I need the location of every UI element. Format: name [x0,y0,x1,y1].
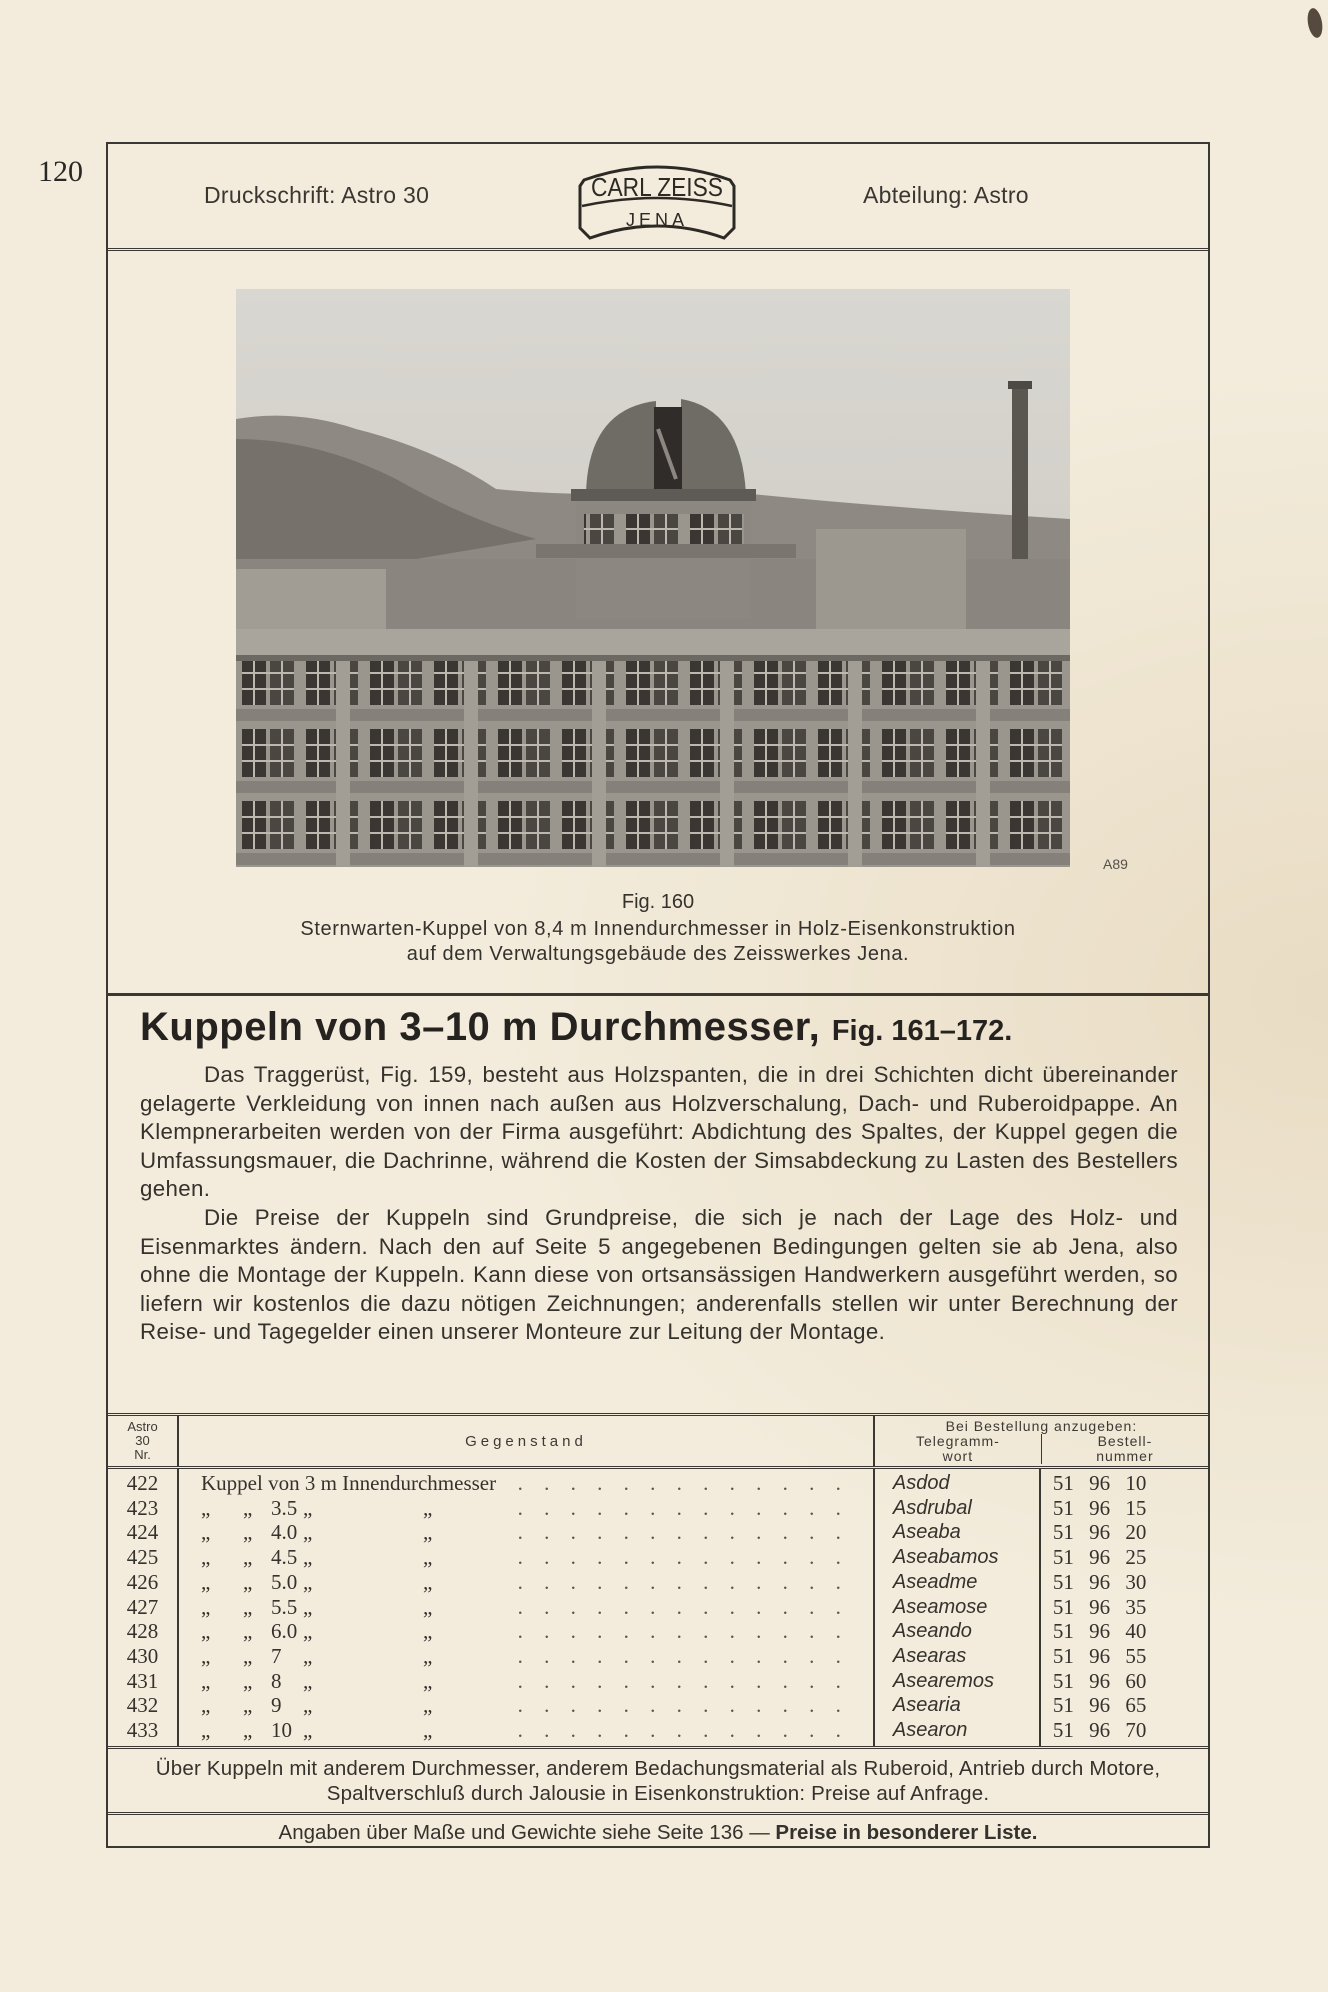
ditto-mark: „ [201,1545,211,1570]
table-row [108,1520,1208,1545]
cell-astro-nr: 423 [108,1496,178,1521]
cell-telegram-word: Aseabamos [874,1545,1040,1570]
diameter-value: 10 [271,1718,292,1743]
carl-zeiss-logo [574,156,740,240]
cell-astro-nr: 431 [108,1669,178,1694]
ditto-mark: „ [201,1520,211,1545]
header-gegenstand: Gegenstand [178,1415,874,1468]
ditto-mark: „ [423,1619,433,1644]
paragraph: Das Traggerüst, Fig. 159, besteht aus Holzspanten, die in drei Schichten dicht übereinander gelagerte Verkleidung von innen nach außen aus Holzverschalung, Dach- und Ruberoidpappe. An Klempnerarbeiten werden von der Firma ausgeführt: Abdichtung des Spaltes, der Kuppel gegen die Umfassungsmauer, die Dachrinne, während die Kosten der Simsabdeckung zu Lasten des Bestellers gehen. [140,1062,1178,1202]
custom-dome-note: Über Kuppeln mit anderem Durchmesser, anderem Bedachungsmaterial als Ruberoid, Antrieb durch Motore, Spaltverschluß durch Jalousie in Eisenkonstruktion: Preise auf Anfrage. [108,1746,1208,1812]
diameter-value: 4.5 [271,1545,298,1570]
diameter-value: 8 [271,1668,282,1693]
cell-order-number: 51 96 65 [1052,1693,1147,1718]
cell-astro-nr: 430 [108,1644,178,1669]
ditto-mark: „ [243,1569,253,1594]
header-text: Nr. [134,1447,151,1462]
ditto-mark: „ [201,1718,211,1743]
section-figure-reference: Fig. 161–172. [831,1015,1013,1047]
diameter-value: 5.0 [271,1569,298,1594]
logo-text-top: CARL ZEISS [591,172,723,202]
ditto-mark: „ [303,1668,313,1693]
ditto-mark: „ [243,1520,253,1545]
cell-telegram-word: Aseadme [874,1570,1040,1595]
section-title-text: Kuppeln von 3–10 m Durchmesser, [140,1005,821,1049]
ditto-mark: „ [243,1495,253,1520]
cell-telegram-word: Aseando [874,1619,1040,1644]
cell-astro-nr: 426 [108,1570,178,1595]
header-text: Astro [127,1419,158,1434]
ditto-mark: „ [201,1643,211,1668]
ditto-mark: „ [423,1594,433,1619]
ditto-mark: „ [243,1545,253,1570]
leader-dots: . . . . . . . . . . . . . [517,1495,849,1520]
cell-item-description [178,1619,874,1644]
ditto-mark: „ [303,1569,313,1594]
table-row [108,1718,1208,1746]
price-table-body [108,1468,1208,1746]
cell-order-number: 51 96 40 [1052,1619,1147,1644]
ditto-mark: „ [423,1668,433,1693]
cell-order-number: 51 96 20 [1052,1520,1147,1545]
leader-dots: . . . . . . . . . . . . . [517,1693,849,1718]
table-row [108,1644,1208,1669]
table-row [108,1595,1208,1620]
header-text: nummer [1096,1448,1154,1464]
figure-label: Fig. 160 [621,891,695,913]
leader-dots: . . . . . . . . . . . . . [517,1569,849,1594]
cell-item-description [178,1520,874,1545]
cell-astro-nr: 432 [108,1693,178,1718]
cell-order-number: 51 96 35 [1052,1594,1147,1619]
header-order-number [1042,1434,1208,1464]
cell-order-number: 51 96 10 [1052,1471,1147,1495]
table-row [108,1468,1208,1496]
price-table [108,1413,1208,1746]
ditto-mark: „ [303,1520,313,1545]
ditto-mark: „ [423,1643,433,1668]
ditto-mark: „ [423,1520,433,1545]
ditto-mark: „ [201,1668,211,1693]
item-text: Kuppel von 3 m Innendurchmesser [201,1471,497,1495]
cell-item-description [178,1468,874,1496]
ditto-mark: „ [243,1643,253,1668]
logo-text-bottom: JENA [625,210,689,230]
footer-note-emphasis: Preise in besonderer Liste. [775,1820,1038,1844]
ditto-mark: „ [201,1693,211,1718]
diameter-value: 5.5 [271,1594,298,1619]
catalog-page-frame [106,142,1210,1848]
ditto-mark: „ [201,1619,211,1644]
ditto-mark: „ [243,1594,253,1619]
department-label: Abteilung: Astro [863,182,1029,208]
leader-dots: . . . . . . . . . . . . . [517,1594,849,1619]
cell-order-number: 51 96 60 [1052,1668,1147,1693]
ditto-mark: „ [303,1693,313,1718]
leader-dots: . . . . . . . . . . . . . [517,1668,849,1693]
cell-astro-nr: 433 [108,1718,178,1746]
header-text: Telegramm- [915,1433,1000,1449]
cell-telegram-word: Asearas [874,1644,1040,1669]
ditto-mark: „ [243,1619,253,1644]
ditto-mark: „ [303,1545,313,1570]
table-row [108,1496,1208,1521]
ditto-mark: „ [423,1718,433,1743]
publication-label: Druckschrift: Astro 30 [204,182,430,208]
figure-caption-line: auf dem Verwaltungsgebäude des Zeisswerkes Jena. [406,943,910,965]
diameter-value: 6.0 [271,1619,298,1644]
ditto-mark: „ [201,1495,211,1520]
header-text: wort [942,1448,974,1464]
cell-order-number: 51 96 25 [1052,1545,1147,1570]
ditto-mark: „ [243,1668,253,1693]
ditto-mark: „ [303,1619,313,1644]
footer-note [108,1812,1208,1851]
section-title [140,997,1178,1061]
table-row [108,1545,1208,1570]
table-row [108,1570,1208,1595]
cell-order-number: 51 96 55 [1052,1643,1147,1668]
ink-stain [1306,7,1325,39]
ditto-mark: „ [303,1643,313,1668]
leader-dots: . . . . . . . . . . . . . [517,1643,849,1668]
table-row [108,1669,1208,1694]
table-header-row [108,1415,1208,1468]
cell-item-description [178,1669,874,1694]
ditto-mark: „ [243,1718,253,1743]
cell-telegram-word: Asearemos [874,1669,1040,1694]
cell-telegram-word: Asdrubal [874,1496,1040,1521]
cell-item-description [178,1693,874,1718]
leader-dots: . . . . . . . . . . . . . [517,1520,849,1545]
cell-order-number: 51 96 15 [1052,1495,1147,1520]
figure-section [108,251,1208,996]
ditto-mark: „ [423,1545,433,1570]
cell-order-number: 51 96 70 [1052,1718,1147,1743]
ditto-mark: „ [243,1693,253,1718]
header-order-info [874,1415,1208,1468]
cell-item-description [178,1718,874,1746]
cell-astro-nr: 422 [108,1468,178,1496]
cell-item-description [178,1496,874,1521]
leader-dots: . . . . . . . . . . . . . [517,1471,849,1495]
leader-dots: . . . . . . . . . . . . . [517,1545,849,1570]
cell-astro-nr: 424 [108,1520,178,1545]
observatory-photo [236,289,1070,867]
cell-telegram-word: Asearon [874,1718,1040,1746]
cell-astro-nr: 428 [108,1619,178,1644]
diameter-value: 4.0 [271,1520,298,1545]
ditto-mark: „ [303,1594,313,1619]
cell-astro-nr: 427 [108,1595,178,1620]
cell-item-description [178,1644,874,1669]
ditto-mark: „ [303,1718,313,1743]
header-astro-nr [108,1415,178,1468]
cell-item-description [178,1545,874,1570]
header-text: Bestell- [1097,1433,1153,1449]
price-table-section [108,1413,1208,1851]
cell-item-description [178,1570,874,1595]
header-telegram-word [875,1434,1042,1464]
ditto-mark: „ [303,1495,313,1520]
leader-dots: . . . . . . . . . . . . . [517,1718,849,1743]
cell-telegram-word: Aseamose [874,1595,1040,1620]
ditto-mark: „ [423,1693,433,1718]
cell-order-number: 51 96 30 [1052,1569,1147,1594]
header-text: 30 [135,1433,150,1448]
header-order-group: Bei Bestellung anzugeben: [945,1418,1138,1434]
page-number: 120 [38,155,83,188]
diameter-value: 9 [271,1693,282,1718]
table-row [108,1619,1208,1644]
plate-code: A89 [1103,856,1128,872]
ditto-mark: „ [423,1569,433,1594]
figure-caption [168,917,1148,967]
cell-telegram-word: Asdod [874,1468,1040,1496]
diameter-value: 7 [271,1643,282,1668]
leader-dots: . . . . . . . . . . . . . [517,1619,849,1644]
cell-telegram-word: Asearia [874,1693,1040,1718]
page-header [108,144,1208,251]
figure-caption-line: Sternwarten-Kuppel von 8,4 m Innendurchmesser in Holz-Eisenkonstruktion [300,918,1016,940]
diameter-value: 3.5 [271,1495,298,1520]
footer-note-text: Angaben über Maße und Gewichte siehe Seite 136 — [278,1820,776,1844]
table-row [108,1693,1208,1718]
section-body [140,997,1178,1347]
cell-telegram-word: Aseaba [874,1520,1040,1545]
cell-item-description [178,1595,874,1620]
cell-astro-nr: 425 [108,1545,178,1570]
ditto-mark: „ [201,1594,211,1619]
paragraph: Die Preise der Kuppeln sind Grundpreise, die sich je nach der Lage des Holz- und Eisenmarktes ändern. Nach den auf Seite 5 angegebenen Bedingungen gelten sie ab Jena, also ohne die Montage der Kuppeln. Kann diese von ortsansässigen Handwerkern ausgeführt werden, so liefern wir kostenlos die dazu nötigen Zeichnungen; anderenfalls stellen wir unter Berechnung der Reise- und Tagegelder einen unserer Monteure zur Leitung der Montage. [140,1204,1178,1345]
ditto-mark: „ [201,1569,211,1594]
ditto-mark: „ [423,1495,433,1520]
